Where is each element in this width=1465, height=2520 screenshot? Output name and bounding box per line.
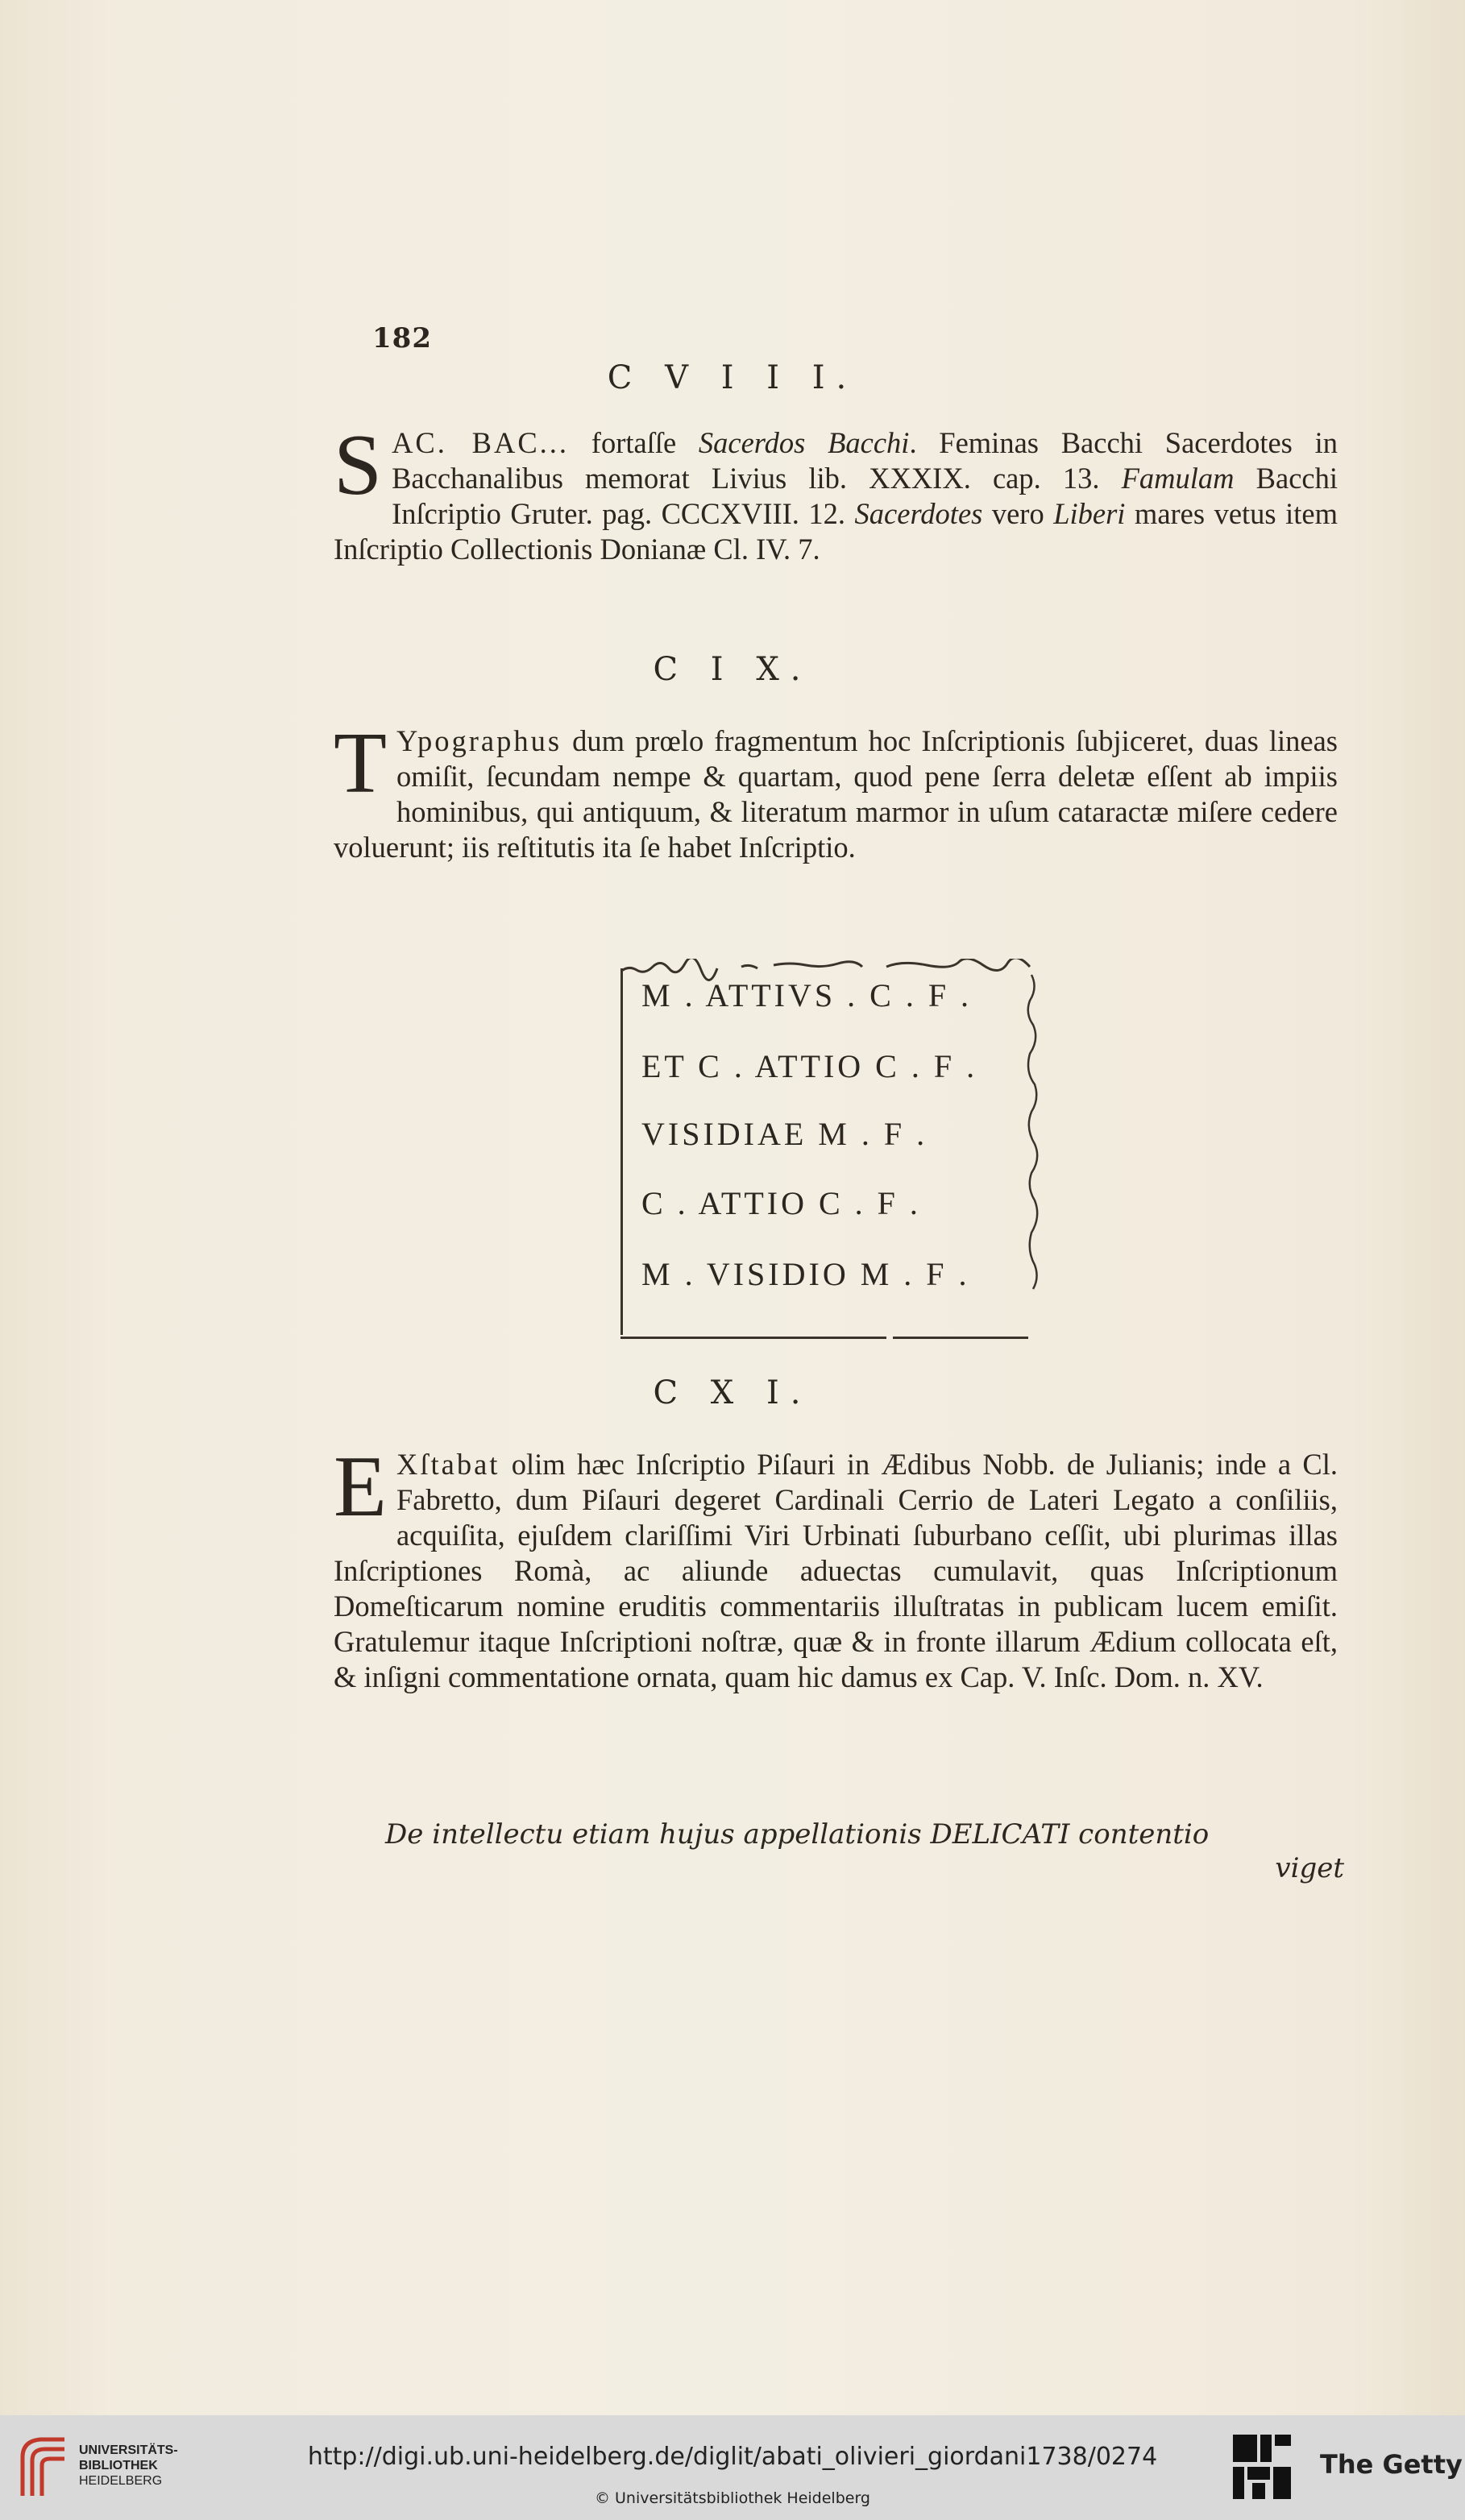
paragraph-cix bbox=[334, 715, 1338, 865]
partner-name[interactable]: The Getty bbox=[1320, 2449, 1463, 2480]
italic-run: Liberi bbox=[1053, 497, 1126, 530]
text-run: fortaſſe bbox=[569, 426, 699, 459]
section-heading-cix: C I X. bbox=[653, 651, 812, 688]
paragraph-cxi bbox=[334, 1439, 1338, 1695]
inscription-line-5: M . VISIDIO M . F . bbox=[641, 1256, 970, 1292]
section-heading-cxi: C X I. bbox=[653, 1374, 812, 1411]
section-cxi bbox=[334, 1439, 1338, 1695]
text-run: mares vetus item Inſcriptio Collectionis Donianæ Cl. IV. 7. bbox=[334, 497, 1338, 566]
section-heading-cviii: C V I I I. bbox=[607, 359, 858, 396]
italic-run: Sacerdos Bacchi bbox=[698, 426, 910, 459]
inscription-block bbox=[620, 959, 1048, 1344]
text-run: vero bbox=[982, 497, 1054, 530]
inscription-line-3: VISIDIAE M . F . bbox=[641, 1116, 928, 1152]
inscription-line-2: ET C . ATTIO C . F . bbox=[641, 1048, 978, 1084]
italic-run: Famulam bbox=[1121, 462, 1235, 495]
footnote-text: De intellectu etiam hujus appellationis DELICATI contentio bbox=[385, 1818, 1210, 1851]
drop-cap: E bbox=[334, 1439, 387, 1535]
getty-logo-icon[interactable] bbox=[1231, 2431, 1293, 2504]
drop-cap: S bbox=[334, 417, 383, 513]
section-cviii bbox=[334, 417, 1338, 567]
footnote bbox=[385, 1817, 1344, 1885]
section-cix bbox=[334, 715, 1338, 865]
inscription-line-4: C . ATTIO C . F . bbox=[641, 1185, 921, 1221]
inscription-line-1: M . ATTIVS . C . F . bbox=[641, 977, 973, 1013]
italic-run: Sacerdotes bbox=[854, 497, 983, 530]
drop-cap: T bbox=[334, 715, 387, 811]
text-run: . Feminas Bacchi Sacerdotes in Bacchanalibus memorat Livius lib. XXXIX. cap. 13. bbox=[392, 426, 1338, 495]
library-name-line-1: UNIVERSITÄTS- bbox=[79, 2443, 178, 2457]
permalink-url[interactable]: http://digi.ub.uni-heidelberg.de/diglit/abati_olivieri_giordani1738/0274 bbox=[307, 2443, 1158, 2471]
copyright-notice: © Universitätsbibliothek Heidelberg bbox=[594, 2489, 870, 2507]
paragraph-cviii bbox=[334, 417, 1338, 567]
library-name-line-2: BIBLIOTHEK bbox=[79, 2459, 158, 2472]
text-run: dum prœlo fragmentum hoc Inſcriptionis ſubjiceret, duas lineas omiſit, ſecundam nempe & quartam, quod pene ſerra deletæ eſſent ab impiis hominibus, qui antiquum, & literatum marmor in uſum cataractæ miſere cedere voluerunt; iis reſtitutis ita ſe habet Inſcriptio. bbox=[334, 724, 1338, 864]
first-word: Xſtabat bbox=[396, 1448, 500, 1481]
page-number: 182 bbox=[372, 322, 432, 354]
text-run: Bacchi Inſcriptio Gruter. pag. CCCXVIII. 12. bbox=[392, 462, 1338, 530]
first-word: AC. BAC... bbox=[392, 426, 570, 459]
viewer-footer bbox=[0, 2415, 1465, 2520]
first-word: Ypographus bbox=[396, 724, 562, 757]
catchword: viget bbox=[1275, 1852, 1344, 1884]
text-run: olim hæc Inſcriptio Piſauri in Ædibus Nobb. de Julianis; inde a Cl. Fabretto, dum Piſauri degeret Cardinali Cerrio de Lateri Legato a conſiliis, acquiſita, ejuſdem clariſſimi Viri Urbinati ſuburbano ceſſit, ubi plurimas illas Inſcriptiones Romà, ac aliunde aduectas cumulavit, quas Inſcriptionum Domeſticarum nomine eruditis commentariis illuſtratas in publicam lucem emiſit. Gratulemur itaque Inſcriptioni noſtræ, quæ & in fronte illarum Ædium collocata eſt, & inſigni commentatione ornata, quam hic damus ex Cap. V. Inſc. Dom. n. XV. bbox=[334, 1448, 1338, 1693]
library-name-line-3: HEIDELBERG bbox=[79, 2474, 163, 2488]
